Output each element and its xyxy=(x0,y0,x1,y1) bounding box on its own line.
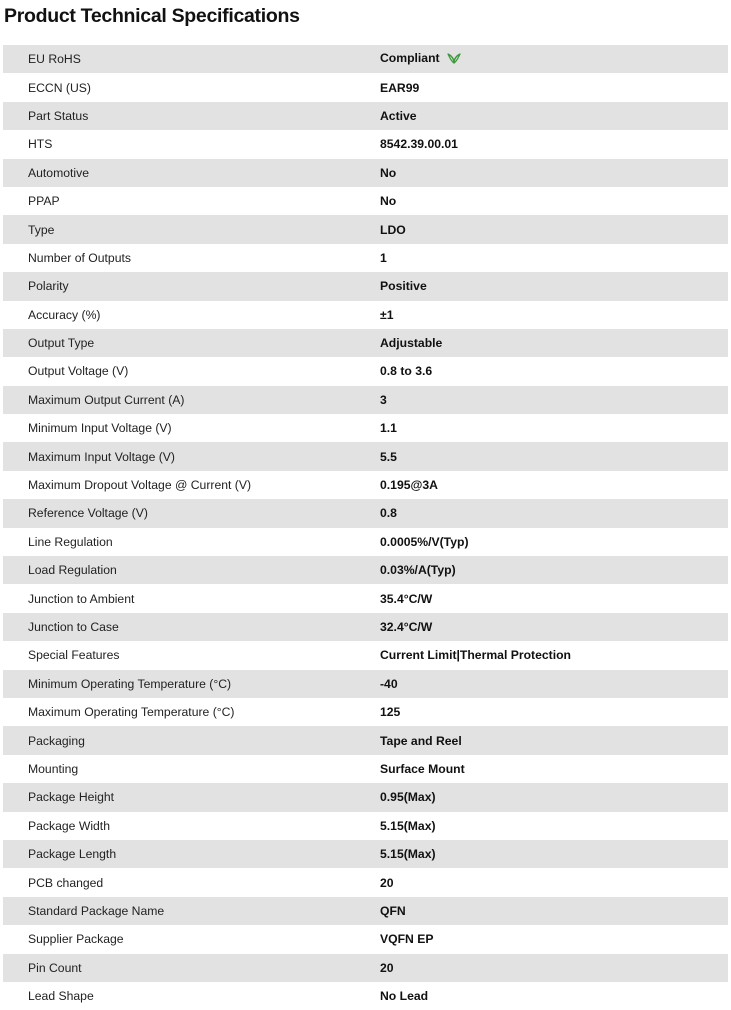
spec-value-cell xyxy=(380,584,728,612)
spec-value-cell xyxy=(380,868,728,896)
spec-label: ECCN (US) xyxy=(28,80,91,95)
spec-value-cell xyxy=(380,925,728,953)
spec-label: HTS xyxy=(28,137,53,152)
spec-label: Maximum Input Voltage (V) xyxy=(28,449,175,464)
spec-label: Pin Count xyxy=(28,960,82,975)
spec-row xyxy=(3,272,728,300)
spec-value: 32.4°C/W xyxy=(380,620,433,634)
spec-value: No xyxy=(380,194,397,209)
spec-label: Junction to Case xyxy=(28,620,119,634)
spec-value-cell xyxy=(380,670,728,698)
spec-label: Special Features xyxy=(28,648,120,663)
spec-label: Output Voltage (V) xyxy=(28,364,129,379)
spec-value: 1.1 xyxy=(380,421,397,436)
spec-row xyxy=(3,73,728,101)
spec-label: Reference Voltage (V) xyxy=(28,506,148,521)
spec-row xyxy=(3,215,728,243)
spec-row xyxy=(3,528,728,556)
spec-value: No xyxy=(380,165,397,180)
spec-label: Automotive xyxy=(28,165,89,180)
specifications-table xyxy=(3,45,728,1010)
spec-value-cell xyxy=(380,471,728,499)
spec-value: 5.15(Max) xyxy=(380,847,436,862)
spec-label: Output Type xyxy=(28,336,95,351)
spec-value-cell xyxy=(380,613,728,641)
spec-value-cell xyxy=(380,130,728,158)
spec-row xyxy=(3,925,728,953)
spec-value-cell xyxy=(380,840,728,868)
spec-label: Polarity xyxy=(28,279,69,294)
spec-row xyxy=(3,755,728,783)
spec-value-cell xyxy=(380,215,728,243)
spec-value: 8542.39.00.01 xyxy=(380,137,458,152)
spec-value-cell xyxy=(380,783,728,811)
spec-value-cell xyxy=(380,414,728,442)
spec-label: Package Width xyxy=(28,818,110,833)
spec-value-cell xyxy=(380,641,728,669)
spec-row xyxy=(3,45,728,73)
spec-value-cell xyxy=(380,73,728,101)
spec-value: ±1 xyxy=(380,307,394,322)
spec-label: Accuracy (%) xyxy=(28,307,101,322)
spec-row xyxy=(3,556,728,584)
spec-value-cell xyxy=(380,386,728,414)
spec-value-cell xyxy=(380,499,728,527)
spec-value-cell xyxy=(380,556,728,584)
leaf-icon xyxy=(447,52,461,67)
spec-row xyxy=(3,499,728,527)
spec-label: Minimum Input Voltage (V) xyxy=(28,421,172,436)
spec-row xyxy=(3,584,728,612)
spec-value-cell xyxy=(380,102,728,130)
spec-value: 35.4°C/W xyxy=(380,591,433,606)
spec-value: LDO xyxy=(380,222,406,237)
spec-value: 0.8 to 3.6 xyxy=(380,364,433,379)
page-title: Product Technical Specifications xyxy=(4,5,300,27)
spec-value-cell xyxy=(380,301,728,329)
spec-value: 0.95(Max) xyxy=(380,790,436,805)
spec-row xyxy=(3,442,728,470)
spec-label: Lead Shape xyxy=(28,989,94,1004)
spec-value: 1 xyxy=(380,250,387,265)
spec-value: Positive xyxy=(380,279,427,294)
spec-row xyxy=(3,954,728,982)
spec-value: EAR99 xyxy=(380,80,420,95)
spec-label: Junction to Ambient xyxy=(28,591,135,606)
spec-label: Supplier Package xyxy=(28,932,124,947)
spec-row xyxy=(3,301,728,329)
spec-label: Maximum Output Current (A) xyxy=(28,392,185,407)
spec-label: Minimum Operating Temperature (°C) xyxy=(28,676,232,691)
spec-value: 20 xyxy=(380,875,394,890)
spec-value-cell xyxy=(380,812,728,840)
spec-label: EU RoHS xyxy=(28,52,81,67)
spec-row xyxy=(3,187,728,215)
spec-row xyxy=(3,130,728,158)
spec-label: Standard Package Name xyxy=(28,903,165,918)
spec-label: Load Regulation xyxy=(28,563,117,578)
spec-row xyxy=(3,812,728,840)
spec-value: Surface Mount xyxy=(380,761,465,776)
spec-value-cell xyxy=(380,954,728,982)
spec-label: Packaging xyxy=(28,733,85,748)
spec-row xyxy=(3,670,728,698)
spec-value: Compliant xyxy=(380,51,440,66)
spec-value-cell xyxy=(380,329,728,357)
spec-value-cell xyxy=(380,897,728,925)
spec-label: Package Height xyxy=(28,790,115,805)
spec-value-cell xyxy=(380,528,728,556)
spec-value: -40 xyxy=(380,676,398,691)
spec-row xyxy=(3,982,728,1010)
spec-row xyxy=(3,698,728,726)
spec-row xyxy=(3,783,728,811)
spec-row xyxy=(3,357,728,385)
spec-value: Current Limit|Thermal Protection xyxy=(380,648,571,663)
spec-value-cell xyxy=(380,272,728,300)
spec-value: 5.15(Max) xyxy=(380,818,436,833)
spec-row xyxy=(3,244,728,272)
spec-row xyxy=(3,868,728,896)
spec-row xyxy=(3,386,728,414)
spec-row xyxy=(3,329,728,357)
spec-label: PCB changed xyxy=(28,875,104,890)
spec-row xyxy=(3,159,728,187)
spec-label: Mounting xyxy=(28,761,79,776)
spec-value-cell xyxy=(380,45,728,73)
spec-value: 20 xyxy=(380,960,394,975)
spec-row xyxy=(3,897,728,925)
spec-row xyxy=(3,471,728,499)
spec-row xyxy=(3,840,728,868)
spec-value-cell xyxy=(380,244,728,272)
spec-label: Type xyxy=(28,222,55,237)
spec-label: Part Status xyxy=(28,108,89,123)
spec-row xyxy=(3,641,728,669)
spec-value-cell xyxy=(380,159,728,187)
spec-value: 5.5 xyxy=(380,449,397,464)
spec-row xyxy=(3,414,728,442)
spec-value: VQFN EP xyxy=(380,932,434,947)
spec-value: 0.195@3A xyxy=(380,478,438,493)
spec-value: Tape and Reel xyxy=(380,733,462,748)
spec-value-cell xyxy=(380,698,728,726)
spec-value: 0.03%/A(Typ) xyxy=(380,563,456,578)
spec-value: 125 xyxy=(380,705,401,720)
spec-value-cell xyxy=(380,442,728,470)
spec-row xyxy=(3,613,728,641)
spec-value: Active xyxy=(380,108,417,123)
spec-label: Package Length xyxy=(28,847,117,862)
spec-value: 3 xyxy=(380,392,387,407)
spec-label: Number of Outputs xyxy=(28,250,131,265)
spec-label: PPAP xyxy=(28,194,60,209)
spec-value: No Lead xyxy=(380,989,429,1004)
spec-label: Line Regulation xyxy=(28,534,113,549)
spec-value-cell xyxy=(380,357,728,385)
spec-value-cell xyxy=(380,187,728,215)
spec-value-cell xyxy=(380,982,728,1010)
spec-row xyxy=(3,102,728,130)
spec-label: Maximum Operating Temperature (°C) xyxy=(28,705,235,720)
spec-value: 0.0005%/V(Typ) xyxy=(380,534,469,549)
spec-value: Adjustable xyxy=(380,336,443,351)
spec-row xyxy=(3,726,728,754)
spec-value-cell xyxy=(380,726,728,754)
specifications-table-body xyxy=(3,45,728,1010)
spec-label: Maximum Dropout Voltage @ Current (V) xyxy=(28,478,252,493)
spec-value: QFN xyxy=(380,903,406,918)
spec-value-cell xyxy=(380,755,728,783)
spec-value: 0.8 xyxy=(380,506,397,521)
